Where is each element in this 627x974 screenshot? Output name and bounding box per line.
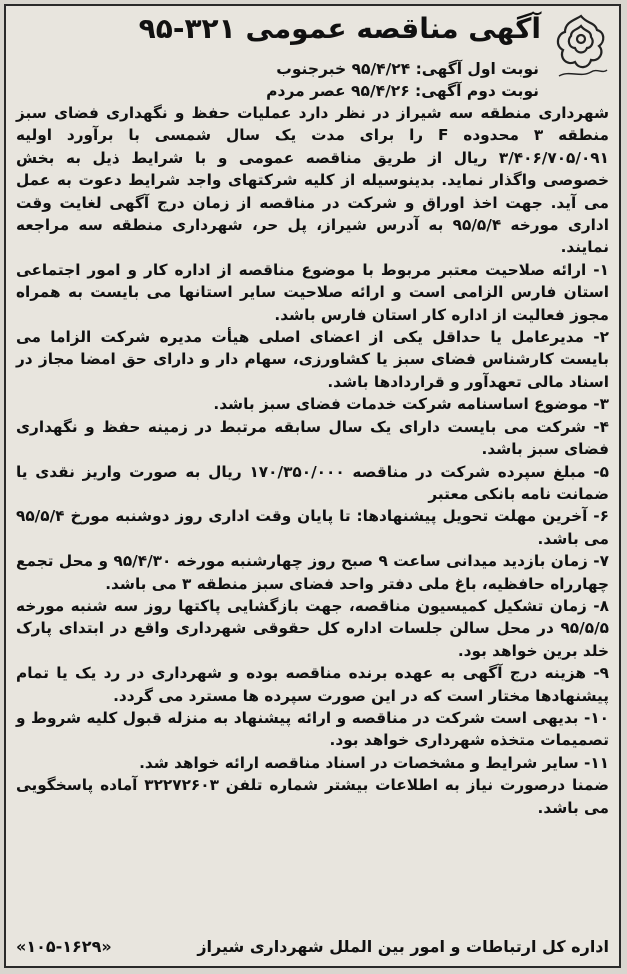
condition-item-5: ۵- مبلغ سپرده شرکت در مناقصه ۱۷۰/۳۵۰/۰۰۰ ریال به صورت واریز نقدی یا ضمانت نامه بانکی معتبر [16, 462, 609, 503]
notice-body [6, 102, 619, 819]
condition-item-10: ۱۰- بدیهی است شرکت در مناقصه و ارائه پیشنهاد به منزله قبول کلیه شروط و تصمیمات متخذه شهرداری خواهد بود. [16, 708, 609, 750]
condition-item-11: ۱۱- سایر شرایط و مشخصات در اسناد مناقصه ارائه خواهد شد. [139, 753, 609, 772]
issuing-office: اداره کل ارتباطات و امور بین الملل شهرداری شیراز [197, 937, 609, 956]
condition-item-2: ۲- مدیرعامل یا حداقل یکی از اعضای اصلی هیأت مدیره شرکت الزاما می بایست کارشناس فضای سبز یا کشاورزی، سهام دار و دارای حق امضا مجاز در اسناد مالی تعهدآور و قراردادها باشد. [16, 328, 609, 391]
shiraz-municipality-logo-icon [551, 10, 611, 82]
condition-item-8: ۸- زمان تشکیل کمیسیون مناقصه، جهت بازگشایی پاکتها روز سه شنبه مورخه ۹۵/۵/۵ در محل سالن جلسات اداره کل حقوقی شهرداری واقع در ابتدای پارک خلد برین خواهد بود. [16, 596, 609, 660]
second-publication: نوبت دوم آگهی: ۹۵/۴/۲۶ عصر مردم [266, 82, 539, 100]
tender-notice [4, 4, 621, 968]
condition-item-3: ۳- موضوع اساسنامه شرکت خدمات فضای سبز باشد. [213, 395, 609, 414]
notice-header [6, 6, 619, 58]
notice-title: آگهی مناقصه عمومی ۳۲۱-۹۵ [138, 12, 541, 45]
first-publication: نوبت اول آگهی: ۹۵/۴/۲۴ خبرجنوب [276, 60, 539, 78]
intro-paragraph: شهرداری منطقه سه شیراز در نظر دارد عملیات حفظ و نگهداری فضای سبز منطقه ۳ محدوده F را برای مدت یک سال شمسی با برآورد اولیه ۳/۴۰۶/۷۰۵/۰۹۱ ریال از طریق مناقصه عمومی و با شرایط ذیل به بخش خصوصی واگذار نماید. بدینوسیله از کلیه شرکتهای واجد شرایط دعوت به عمل می آید. جهت اخذ اوراق و شرکت در مناقصه از زمان درج آگهی لغایت وقت اداری مورخه ۹۵/۵/۴ به آدرس شیراز، پل حر، شهرداری منطقه سه مراجعه نمایند. [16, 104, 609, 257]
notice-code: «۱۰۵-۱۶۲۹» [16, 937, 112, 956]
condition-item-9: ۹- هزینه درج آگهی به عهده برنده مناقصه بوده و شهرداری در رد یک یا تمام پیشنهادها مختار است که در این صورت سپرده ها مسترد می گردد. [16, 664, 609, 705]
condition-item-6: ۶- آخرین مهلت تحویل پیشنهادها: تا پایان وقت اداری روز دوشنبه مورخ ۹۵/۵/۴ می باشد. [16, 507, 609, 548]
condition-item-1: ۱- ارائه صلاحیت معتبر مربوط با موضوع مناقصه از اداره کار و امور اجتماعی استان فارس الزامی است و ارائه صلاحیت سایر استانها می بایست به همراه مجوز فعالیت از اداره کار استان فارس باشد. [16, 260, 609, 324]
condition-item-7: ۷- زمان بازدید میدانی ساعت ۹ صبح روز چهارشنبه مورخه ۹۵/۴/۳۰ و محل تجمع چهارراه حافظیه، باغ ملی دفتر واحد فضای سبز منطقه ۳ می باشد. [16, 552, 609, 593]
condition-item-4: ۴- شرکت می بایست دارای یک سال سابقه مرتبط در زمینه حفظ و نگهداری فضای سبز باشد. [16, 417, 609, 459]
notice-footer [16, 937, 609, 956]
closing-note: ضمنا درصورت نیاز به اطلاعات بیشتر شماره تلفن ۳۲۲۷۲۶۰۳ آماده پاسخگویی می باشد. [16, 776, 609, 817]
